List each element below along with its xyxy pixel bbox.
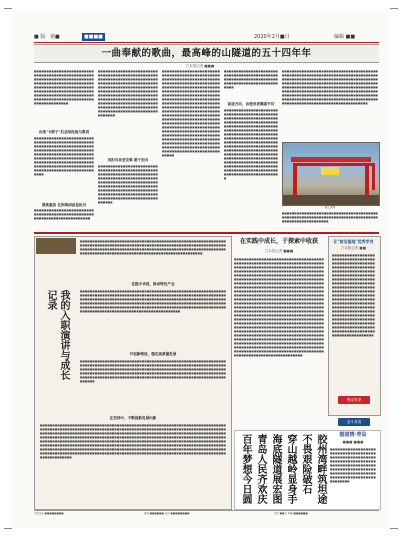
article-column: ■■■■■■■■■■■■■■■■■■■■■■■■■■■■■■■■■■■■■■■■■■■■■■■■■■■■■■■■■■■■■■■■■■■■■■■■■■■■■■■■■■■■■■■■■■■■■■■■■■■■■■■■■■■■■■■■■■■■■■■■■■■■■■■■■■■■■■■■■■■■■■■■■■■■■■■■■■■■■■■■■■■■■■■■■■■■■■■■■■■■■■■■■■■■■■■■■■■■■■■■■■■■■■■■■■■■■■■■■■■■■■■■■■■■■■■■■■■■■■■■■■■■■■■■■■■■■■■■■■■■■■■■■■■■■■■■■■■■■■■■■■■■■■■■■■■■■■■■■■■■■■■■■■■■■■■■■■■■■■■■■■■■■■■■■■■■■■■■■■■■■■■■■■■■■■■■■■■■■■■■■■■■■■■■■■■■■■■■■■■■■■■■■■■■■■■■■■■■■■■■■■■■■■■■■■■■■■■■■■■■■■■■■■■■■■■■■■■■■■■■■■■■■■■■■■■■■■■■■■■■■■■■■■■■■■■■■■■■■■■■■■■■■■■■: [162, 70, 220, 157]
sidebar-byline: □本报记者 ■■: [340, 246, 367, 250]
article-column: ■■■■■■■■■■■■■■■■■■■■■■■■■■■■■■■■■■■■■■■■■■■■■■■■■■■■■■■■■■■■■■■■■■■■■■■■■■■■■■■■■■■■■■■■■■■■■■■■■■■■■■■■■■■■■■■■■■■■■■■■■■■■■■■■■■■■■■■■■■■■■■■■■■■■■■■■■■■■■■■■■■■■■■■■■■■■■■■■■■■■■■■■■■■■■■■■■■■■■■■■■■■■■■■■■■■■■■■■■■■■■■■■■■■■■■■■■■■■■■■■■■■■■■■■■■■■■■■■■■■■■■■■■■■■■■■■■■■■■■■■■■■■■■■■■■■■■■■■■■■■■■■■■■■■■■■■■■■■■■■■■■■■■■■■■■■■■■■■■■■■■■■■■■■■■■■■■■■■■■■■■■■■■■■■■■■■■■■■■■■■■■■■■■■■■■■■■■■■■■■■■■■■■■■■■■■■■■■■■■■■■■■■■■■■■■■■■■■■■■■■■■■■■■■■■■■■■■■■■■■■■■■■■■■■■■■■■■■■■■■■■■■■■■■■■■■■■■■■■■■■■■■■■■■■■■■■■■■■■■■■■■■■■■■■■■■■■■■■■■■■■■■■■■■■■■■■■■■■■■■■■■■■■■■■■■■■■■■■■■■■■■■■■■■■■■■■■■■■■■■■■■■■■■■■■■■■■: [40, 424, 226, 459]
article-column: ■■■■■■■■■■■■■■■■■■■■■■■■■■■■■■■■■■■■■■■■■■■■■■■■■■■■■■■■■■■■■■■■■■■■■■■■■■■■■■■■■■■■■■■■■■■■■■■■■■■■■■■■■■■■■■■■■■■■■■■■■■■■■■■■■■■■■■■■■■■■■■■■■■■■■■■■■■■■■■■■■■■■■■■■■■■■■■■■■■■■■■■■■■■■■■■■■■■■■■■■■■■■■■■■■■■■■■■■■■■■■■■■■■■■■■■■■■■■■■■■■■■■■■■■■■■■■■■■■■■■■■■■■■■■■■■■■■■■■■■■■■■■■■■■■■■■■■■■■■■■■■■■■■■■■■■■■■■■■■■■■■■■■■■■■■■■■■■■■■■■■■■■■■■■■■■■■■■■■■■■■■■■■■■■■■■■■■■■■■■■■■■■■■■■■■■■■■■■■■■■■■■■■■■■■■■■■■■■■■■■■■■■■■■■■■■■■■■■■■■■■■■■■■■■■■■■■■■■■■■■■■■■■■■■■■■■■■■■■■■■■■■■■■■■■■■■■■■■■■■■■■■■■■■■■■■■■■■■■■■■■■■■■■■■■■■■■■■■■■■■■■■■■■■■■■■■■■■■■■■■■■■■■■■■■■■■■■■■■■■■■■■■■■■■■■■■■■■■■■■■■■■■■■■■■■■■■■■■■■■■■■■■■■■■■■■■■■■■■■■■■■■■■■■■■■■■■■■■■■■■■■■■■■■■■■■■■■■■■■■■■■■■■■■■■■■■■■■■■■■■■■■■■■■■■■■■■■■■■■■■■■■■■■■■■■■■■■■■■■■■■■■■■■■■■■■■■■■■■■■■■■■■■■■■■■■■■■■■■■■■■■■■■■■■■■■■■■■■■■■■■■■■■■■■■■■■■■■■■■■■■■■■■■■■■■■■■■■■■■■■■■■■■■■■■■■■■■■■■■■■■■■■■■■■■■■■■■■■■■■■■■■■■■■■■■■■: [234, 258, 324, 357]
footer-contact: 邮编 ■■■■■■ 电话 ■■■■■■■■: [144, 512, 190, 515]
article-subhead: 出现"卡脖子"后总结经验与教训: [38, 130, 90, 134]
footer-price: 定价 ■■元 印刷 ■■■■■■: [274, 512, 308, 515]
sidebar-text: ■■■■■■■■■■■■■■■■■■■■■■■■■■■■■■■■■■■■■■■■■■■■■■■■■■■■■■■■■■■■■■■■■■■■■■■■■■■■■■■■■■■■■■■■■■■■■■■■■■■■■■■■■■■■■■■■■■■■■■■■■■■■■■■■■■■■■■■■■■■■■■■■■■■■■■■■■■■■■■■■■■■■■■■■■■■■■■■■■■■■■■■■■■■■■■■■■■■■■■■■■■■■■■■■■■■■■■■■■■■■■■■■■■■■■■■■■■■■■■■■■■■■■■■■■■■■■■■■■■■■■■■■■■■■■■■■■■■■■■■■■■■■■■■■■■■■■■■■■■■■■■■■■■■■■■■■■■■■■■■■■■■■■■■■■■■■■■■■■■■■■■■■■■■■■■■■■■■■■: [332, 254, 375, 337]
article-column: ■■■■■■■■■■■■■■■■■■■■■■■■■■■■■■■■■■■■■■■■■■■■■■■■■■■■■■■■■■■■■■■■■■■■■■■■■■■■■■■■■■■■■■■■■■■■■■■■■■■■■■■■■■■■■■■■■■■■■■■■■■■■■■■■■■■■■■■■■■■■■■■■■■■■■■■■■■■■■■■■■■■■■■■■■■■■■■■■■■■■■■■■■■■■■■■■■■■■■■■■■■■■■■■■■■■■■■■■■■■■■■■■■■■■■■■■■■■■■■■■■■■■■■■■■■■■■■■■■■■■■■■■■■■■■■■: [98, 70, 158, 117]
article-column: ■■■■■■■■■■■■■■■■■■■■■■■■■■■■■■■■■■■■■■■■■■■■■■■■■■■■■■■■■■■■■■■■■■■■■■■■■■■■■■■■■■■■■■■■■■■■■■■■■■■■■■■■■■■■■■■■■■■■■■■■■■■■■■■■■■■■■■■■■■■■■■■■■■■■■■■■■■■■■■■■■■■■■■■■■■■■■■■■■■■■■■■■■■■■■■■■■■■■■■■■■■■■■■■■■■■■■■■■■■■■■■■■■■■: [80, 240, 226, 255]
poem-title: 隧道情·青岛: [339, 432, 367, 438]
header-rule: [34, 42, 379, 43]
crop-mark: [4, 528, 12, 529]
poem-line: 胶州湾畔筑坦途: [315, 434, 326, 504]
main-byline: □本报记者 ■■■: [185, 64, 215, 68]
article-column: ■■■■■■■■■■■■■■■■■■■■■■■■■■■■■■■■■■■■■■■■■■■■■■■■■■■■■■■■■■■■■■■■■■■■■■■■■■■■■■■■■■■■■■■■■■■■■■■■■■■■■■■■■■■■■■■■■■■■■■■■■■■■■■■■■■■■■■■■■■■■■■■■■■■■■■■■■■■■■■■■■■■■■■■■■■■■■■■■■■■■■■■■■■■■■■■■■■■■■■■■■■■■■■■■■■■■■■■■■■■■■■■■■■■■■■■■■■■■■■■■■■■■■■■■■■■■■■■■■■■■■■■■■■■■■■■■■■■■■■■■■■■■■■■■■■■■■■■■■■■■■: [80, 360, 226, 383]
poem-notes: ■■■■■■■■■■■■■■■■■■■■■■■■■■■■■■■■■■■■■■■■■■■■■■■■■■■■■■■■■■■■■■■■■■■■■■■■■■■■■■■■■■■■■■■■■■■■■■■■■■■■■■■■■■■■■■■■■■■■■■■■■■■■■■■■■■■■■■■■■■■■■■■■■■■■■■■■: [330, 448, 376, 483]
article-subhead: 勇挑重担 在困难面前显担当: [41, 203, 87, 207]
article-column: ■■■■■■■■■■■■■■■■■■■■■■■■■■■■■■■■■■■■■■■■■■■■■■■■■■■■■■■■■■■■■■■■■■■■■■■■■■■■■■■■■■■■■■■■■■■■■■■■■■■■■■■■■■■■■■■■■■■■■■■■■■■■■■■■■■■■■■■■■■■■■■■■■■■■■■■■■■■■■■■■■■■■■■■■■■■■■■■■■■■■■■■■■■■■■■■■■■■■■■■■■■■■■■■■■■■■■■■■■■■■■■■■■■■■■■■■■■■■■■■■■■■■■■■■■■■■■■■■■■■■■■■■■■■■■■■■■■■■■■■■■■■■■■■■■■■■■■■■■■■■■■■■■■■■■■■■■■■■■■■■■■■■■■■■■■■■■■■■: [80, 290, 226, 313]
edition-number: 第■: [50, 34, 60, 40]
left-column-banner: [36, 238, 76, 254]
poem-byline: ■■■ ■■■: [342, 440, 364, 444]
section-tag: ■■■■: [84, 34, 103, 40]
article-column: ■■■■■■■■■■■■■■■■■■■■■■■■■■■■■■■■■■■■■■■■■■■■■■■■■■■■■■■■■■■■■■■■■■■■■■■: [34, 209, 94, 220]
calligraphy-title: 我的入职演讲与成长记录: [45, 290, 69, 380]
article-column: ■■■■■■■■■■■■■■■■■■■■■■■■■■■■■■■■■■■■■■■■■■■■■■■■■■■■■■■■■■■■■■■■■■■■■■■■■■■■■■■■■■■■■■■■■■■■■■■■■: [282, 212, 378, 223]
footer-address: 本报地址 ■■■■■■■■: [34, 512, 64, 515]
mid-byline: □本报记者 ■■■: [264, 249, 294, 253]
sidebar-blue-label: 奋斗青春: [338, 418, 370, 426]
section-divider: [34, 232, 379, 234]
mid-headline: 在实践中成长，于探索中收获: [239, 238, 318, 245]
page-footer: [34, 510, 379, 517]
article-subhead: 用担当攻坚克难 敢于担当: [107, 158, 149, 162]
poem-columns: [238, 434, 326, 506]
construction-photo: [282, 142, 380, 206]
crop-mark: [4, 8, 12, 9]
sidebar-title: 让"前沿基地"优秀学员: [333, 239, 374, 244]
article-column: ■■■■■■■■■■■■■■■■■■■■■■■■■■■■■■■■■■■■■■■■■■■■■■■■■■■■■■■■■■■■■■■■■■■■■■■■■■■■■■■■■■■■■■■■■■■■■■■■■■■■■■■■■■■■■■■■■■■■■■■■■■■■■■■■■■■■■■■■■■■■■■■■■■■■■■■■■■■■■■■■■■■■■■■■■■■■■■■■■■■■■■■■■■■■■■■■■■■■■■■■■■■■■■■■■■■■■■■■■■■■■■■■■■■■■■■■■■■■■■■■■■■■■■■■■■■■■■■■■■■■■■■■■■■■■■■■■■■■■■■■■■■■■■■■■■■■■■■■■■■■■■■■■■■■■■■■■■■■■■■■■■■■■■■■■■■■■■■■■■■■■■■■■■■: [282, 70, 378, 105]
crop-mark: [390, 8, 398, 9]
poem-line: 青岛人民齐欢庆: [255, 434, 266, 504]
article-column: ■■■■■■■■■■■■■■■■■■■■■■■■■■■■■■■■■■■■■■■■■■■■■■■■■■■■■■■■■■■■■■■■■■■■■■■■■■■■■■■■■■■■■■■■■■■■■■■■■■■■■■■■■■■■■■■■■■■■■■■■■■■■■■■■■■■■■■■■■■■■■■■■■■■■■■■■■■■■■■■■■■■■■■■■■■■■■■■■■■■■■■■■■■■■■■■■■■■■■■■■■■■■■■■■■■■■■■■■■■■■■■■■■■■■■■■■■■■■■■■■■■■■■■■■■■■■■■■■■■■■■■■■■■■■■■■■■■■■■■■■■■■■■■■■■■■■■■■■■■■■■■■■■■■■■■■■■■■■■■■■■■■■■■■■■■■■■■■■■■■■■■■■■■■■■■■■■■■■■■■■■■■■■■■■■■■■■■■: [224, 109, 278, 180]
article-column: ■■■■■■■■■■■■■■■■■■■■■■■■■■■■■■■■■■■■■■■■■■■■■■■■■■■■■■■■■■■■■■■■■■■■■■■■■■■■■■■■■■■■■■■■■■■■■■■■■■■■■■■■■■■■■■■■■■■■■■■■■■■■■■■■■■■■■■■■■■■■■■■■■■■■■■■■■■■■■■■■■■■■■■■■■■■■■■■■■■■■■■■■■■■■■■■■■■■■■■■■■■■■■■■■■■■■■■■■■■■■■■: [98, 165, 158, 204]
editor-label: 编辑 ■■: [334, 34, 356, 40]
main-headline: 一曲奉献的歌曲，最高峰的山隧道的五十四年年: [34, 44, 379, 63]
article-subhead: 开创新格局，稳定高质量发展: [129, 352, 177, 356]
poem-line: 百年梦想今日圆: [240, 434, 251, 504]
article-subhead: 前进方向，由使用者满意平均: [227, 102, 275, 106]
article-column: ■■■■■■■■■■■■■■■■■■■■■■■■■■■■■■■■■■■■■■■■■■■■■■■■■■■■■■■■■■■■■■■■■■■■■■■■■■■■■■■■■■■■■■■■■■■■: [224, 70, 278, 89]
poem-line: 不畏艰险破石: [300, 434, 311, 494]
article-subhead: 在稳中求进，推动特色产业: [131, 282, 175, 286]
issue-date: 2020年2月■日: [254, 34, 290, 40]
poem-line: 海底隧道展宏图: [270, 434, 281, 504]
crop-mark: [390, 528, 398, 529]
photo-caption: 施工现场: [324, 206, 336, 209]
sidebar-red-label: 保定风采: [338, 396, 370, 404]
article-subhead: 在坚持中，不断创新发展出新: [109, 416, 157, 420]
poem-line: 穿山越岭显身手: [285, 434, 296, 504]
article-column: ■■■■■■■■■■■■■■■■■■■■■■■■■■■■■■■■■■■■■■■■■■■■■■■■■■■■■■■■■■■■■■■■■■■■■■■■■■■■■■■■■■■■■■■■■■■■■■■■■■■■■■■■■■■■■■■■■■■■■■■■■■■■■■■■■■■■■■■■■■■■■■■■■■■■■■■■■■■■■■■■■■■■■■■■■■■■■■■■■■■■■■■■■■■■■■■■■■■■■■■■■■■■■■: [34, 70, 94, 105]
edition-label: ■ 版: [34, 34, 46, 40]
page-header: [34, 32, 379, 42]
article-column: ■■■■■■■■■■■■■■■■■■■■■■■■■■■■■■■■■■■■■■■■■■■■■■■■■■■■■■■■■■■■■■■■■■■■■■■■■■■■■■■■■■■■■■■■■■■■■■■■■■■■■■■■■■■■■■■■■■■■■■■■■■■■■■■■■■■■■■■■■■■■■■■■■■■■■■■■■■■■■■■■■■■■■■■■■■■■■■■■■■■■■■■■■■■■■■■■■■■■■■■■■■■■■■■■■■■■■■■■■■■■: [34, 137, 94, 176]
